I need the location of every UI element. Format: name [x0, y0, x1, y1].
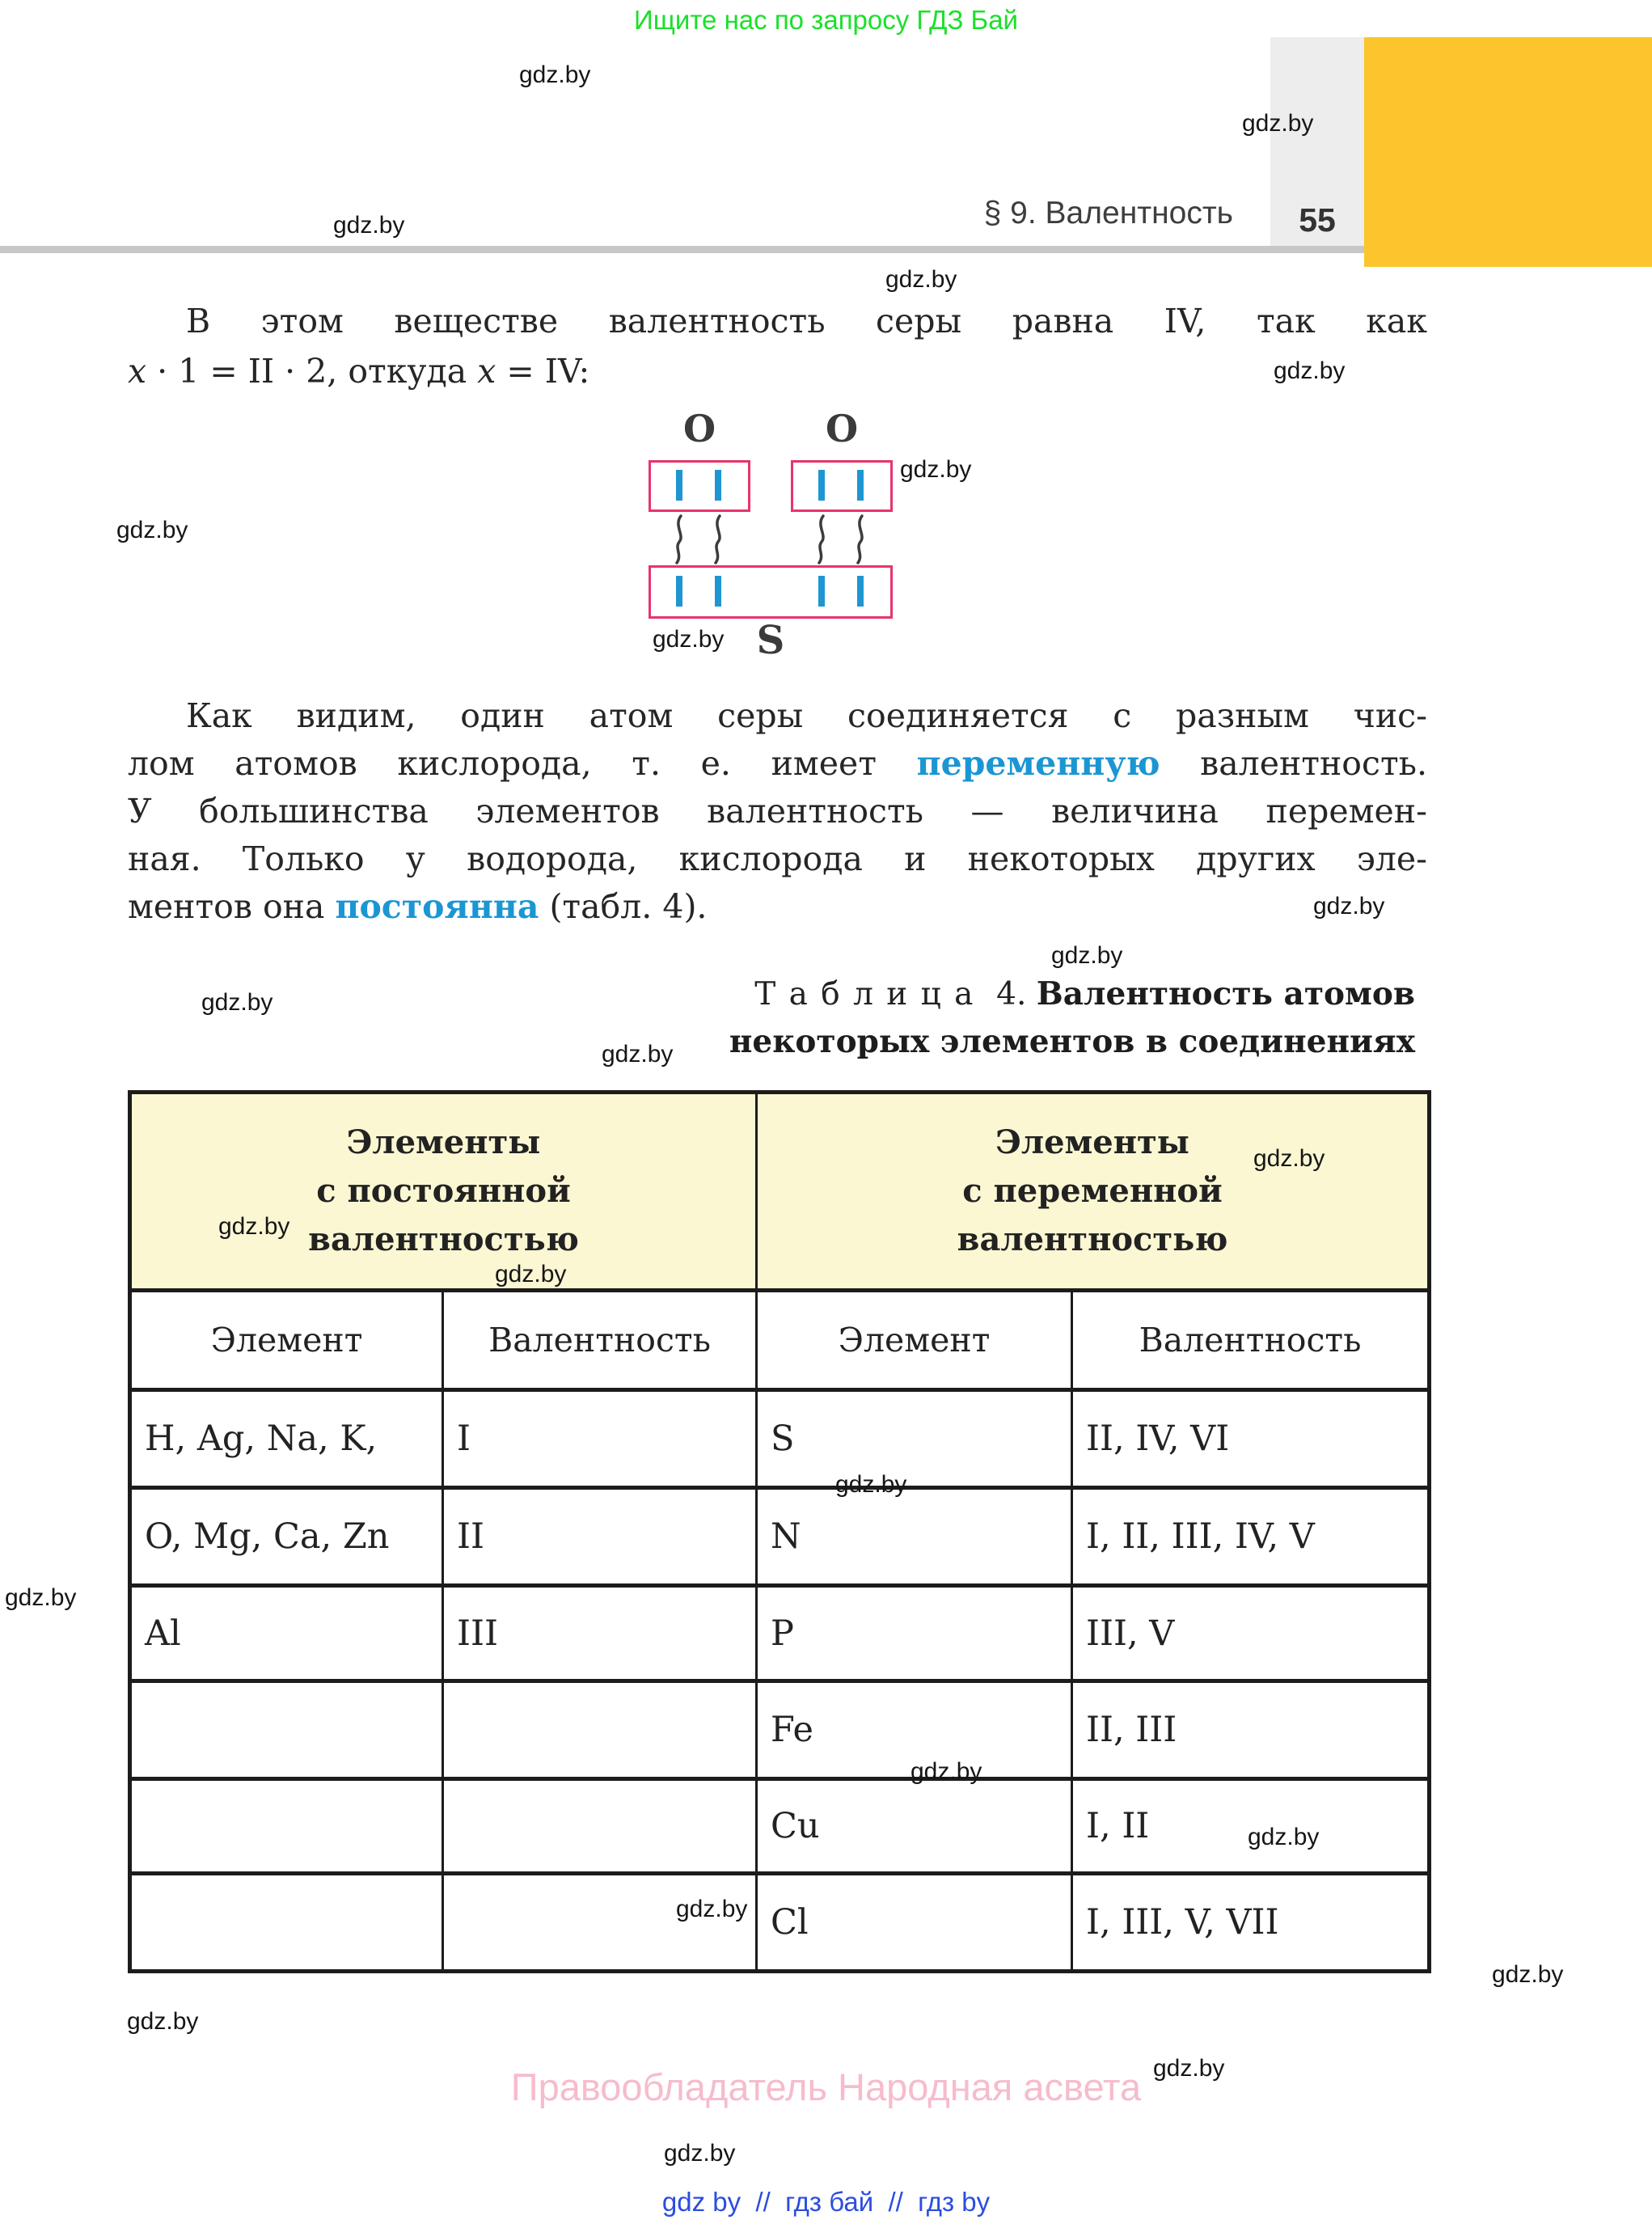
bond-squiggle-icon: [814, 514, 829, 564]
caption-title: Валентность атомов: [1036, 975, 1415, 1013]
sulfur-valence-box: [649, 565, 893, 619]
watermark-gdzby: gdz.by: [664, 2140, 736, 2167]
watermark-gdzby: gdz.by: [835, 1471, 907, 1498]
footer-link[interactable]: гдз by: [918, 2187, 991, 2217]
column-header: Валентность: [1072, 1291, 1430, 1390]
watermark-gdzby: gdz.by: [911, 1758, 982, 1785]
watermark-gdzby: gdz.by: [1253, 1145, 1325, 1172]
table-row: [130, 1390, 1430, 1488]
paragraph-2-line: [128, 788, 1427, 835]
oxygen-valence-box: [649, 460, 750, 512]
watermark-gdzby: gdz.by: [1492, 1961, 1564, 1988]
valence-stroke: [857, 470, 864, 501]
table-caption: [128, 970, 1415, 1066]
table-group-header-row: [130, 1093, 1430, 1291]
paragraph-2-line: [128, 692, 1427, 740]
cell-valence: I: [443, 1390, 757, 1488]
cell-valence: II, IV, VI: [1072, 1390, 1430, 1488]
watermark-gdzby: gdz.by: [1274, 357, 1346, 384]
valence-stroke: [857, 576, 864, 607]
cell-element: N: [757, 1488, 1072, 1586]
cell-element: Cl: [757, 1874, 1072, 1972]
body-text: ментов она: [128, 887, 336, 926]
highlight-text: постоянна: [335, 887, 539, 926]
math-text: · 1 = II · 2, откуда: [146, 352, 478, 391]
page-number-box: [1270, 37, 1364, 247]
watermark-gdzby: gdz.by: [1242, 110, 1314, 137]
cell-valence: I, II: [1072, 1779, 1430, 1874]
body-text: ная. Только у водорода, кислорода и некоторых других эле-: [128, 839, 1427, 878]
cell-valence: II, III: [1072, 1681, 1430, 1779]
column-header: Элемент: [757, 1291, 1072, 1390]
table-row: [130, 1779, 1430, 1874]
cell-element: [130, 1681, 443, 1779]
cell-valence: [443, 1874, 757, 1972]
watermark-gdzby: gdz.by: [676, 1896, 748, 1922]
valence-stroke: [818, 576, 825, 607]
corner-accent-bar: [1364, 37, 1652, 267]
oxygen-label: O: [825, 407, 859, 450]
page-number: 55: [1299, 201, 1336, 239]
footer-links: [0, 2187, 1652, 2218]
caption-label: Таблица: [754, 976, 987, 1013]
body-text: У большинства элементов валентность — величина перемен-: [128, 792, 1427, 831]
watermark-gdzby: gdz.by: [885, 266, 957, 293]
paragraph-2-line: [128, 883, 1427, 931]
column-header: Элемент: [130, 1291, 443, 1390]
cell-valence: I, II, III, IV, V: [1072, 1488, 1430, 1586]
caption-number: 4.: [986, 976, 1037, 1013]
cell-valence: [443, 1779, 757, 1874]
footer-link[interactable]: gdz by: [661, 2187, 741, 2217]
cell-valence: III, V: [1072, 1586, 1430, 1681]
watermark-gdzby: gdz.by: [602, 1041, 674, 1068]
valence-stroke: [818, 470, 825, 501]
paragraph-1-line-2: [128, 346, 1427, 396]
group-header-constant: [130, 1093, 757, 1291]
valence-stroke: [676, 470, 682, 501]
watermark-gdzby: gdz.by: [218, 1213, 290, 1240]
watermark-gdzby: gdz.by: [1051, 942, 1123, 969]
group-header-line: Элементы: [346, 1123, 541, 1161]
cell-valence: III: [443, 1586, 757, 1681]
paragraph-2: [128, 692, 1427, 931]
cell-element: S: [757, 1390, 1072, 1488]
cell-element: Fe: [757, 1681, 1072, 1779]
caption-title: некоторых элементов в соединениях: [729, 1023, 1415, 1060]
cell-element: Cu: [757, 1779, 1072, 1874]
table-row: [130, 1488, 1430, 1586]
cell-element: P: [757, 1586, 1072, 1681]
table-row: [130, 1681, 1430, 1779]
cell-element: H, Ag, Na, K,: [130, 1390, 443, 1488]
column-header: Валентность: [443, 1291, 757, 1390]
valence-stroke: [715, 470, 721, 501]
watermark-gdzby: gdz.by: [116, 517, 188, 543]
paragraph-2-line: [128, 835, 1427, 883]
watermark-gdzby: gdz.by: [900, 456, 972, 483]
group-header-line: валентностью: [308, 1220, 579, 1258]
cell-element: [130, 1779, 443, 1874]
oxygen-label: O: [682, 407, 716, 450]
group-header-line: с постоянной: [316, 1172, 571, 1210]
cell-element: Al: [130, 1586, 443, 1681]
watermark-gdzby: gdz.by: [201, 989, 273, 1016]
paragraph-2-line: [128, 740, 1427, 788]
cell-element: [130, 1874, 443, 1972]
table-row: [130, 1874, 1430, 1972]
table-subheader-row: [130, 1291, 1430, 1390]
watermark-gdzby: gdz.by: [519, 61, 591, 88]
body-text: валентность.: [1160, 744, 1427, 783]
header-rule: [0, 246, 1364, 253]
bond-squiggle-icon: [853, 514, 868, 564]
sulfur-label: S: [756, 618, 785, 663]
watermark-gdzby: gdz.by: [1248, 1824, 1320, 1850]
group-header-line: валентностью: [957, 1220, 1228, 1258]
body-text: (табл. 4).: [539, 887, 708, 926]
promo-banner: Ищите нас по запросу ГДЗ Бай: [634, 5, 1018, 35]
table-caption-line-1: [128, 970, 1415, 1018]
group-header-line: Элементы: [995, 1123, 1189, 1161]
highlight-text: переменную: [916, 744, 1160, 783]
math-text: = IV:: [496, 352, 590, 391]
cell-valence: II: [443, 1488, 757, 1586]
watermark-gdzby: gdz.by: [1313, 893, 1385, 920]
section-title: § 9. Валентность: [983, 196, 1233, 230]
paragraph-1-line-1: В этом веществе валентность серы равна IV, так как: [186, 302, 1427, 340]
table-caption-line-2: [128, 1018, 1415, 1066]
watermark-gdzby: gdz.by: [653, 626, 725, 653]
bond-squiggle-icon: [711, 514, 725, 564]
body-text: лом атомов кислорода, т. е. имеет: [128, 744, 917, 783]
cell-valence: [443, 1681, 757, 1779]
valence-stroke: [715, 576, 721, 607]
watermark-gdzby: gdz.by: [333, 212, 405, 239]
group-header-line: с переменной: [962, 1172, 1223, 1210]
link-separator: //: [741, 2187, 786, 2217]
valence-stroke: [676, 576, 682, 607]
bond-squiggle-icon: [672, 514, 687, 564]
valence-table: [128, 1090, 1431, 1973]
watermark-gdzby: gdz.by: [5, 1584, 77, 1611]
cell-valence: I, III, V, VII: [1072, 1874, 1430, 1972]
watermark-gdzby: gdz.by: [495, 1261, 567, 1287]
paragraph-1: [128, 296, 1427, 396]
body-text: Как видим, один атом серы соединяется с разным чис-: [186, 696, 1427, 735]
footer-link[interactable]: гдз бай: [785, 2187, 874, 2217]
watermark-gdzby: gdz.by: [127, 2008, 199, 2035]
copyright-footer: Правообладатель Народная асвета: [510, 2065, 1142, 2108]
oxygen-valence-box: [791, 460, 893, 512]
watermark-gdzby: gdz.by: [1153, 2055, 1225, 2082]
link-separator: //: [873, 2187, 919, 2217]
math-x: x: [128, 352, 147, 391]
math-x: x: [477, 352, 496, 391]
cell-element: O, Mg, Ca, Zn: [130, 1488, 443, 1586]
table-row: [130, 1586, 1430, 1681]
group-header-variable: [757, 1093, 1430, 1291]
